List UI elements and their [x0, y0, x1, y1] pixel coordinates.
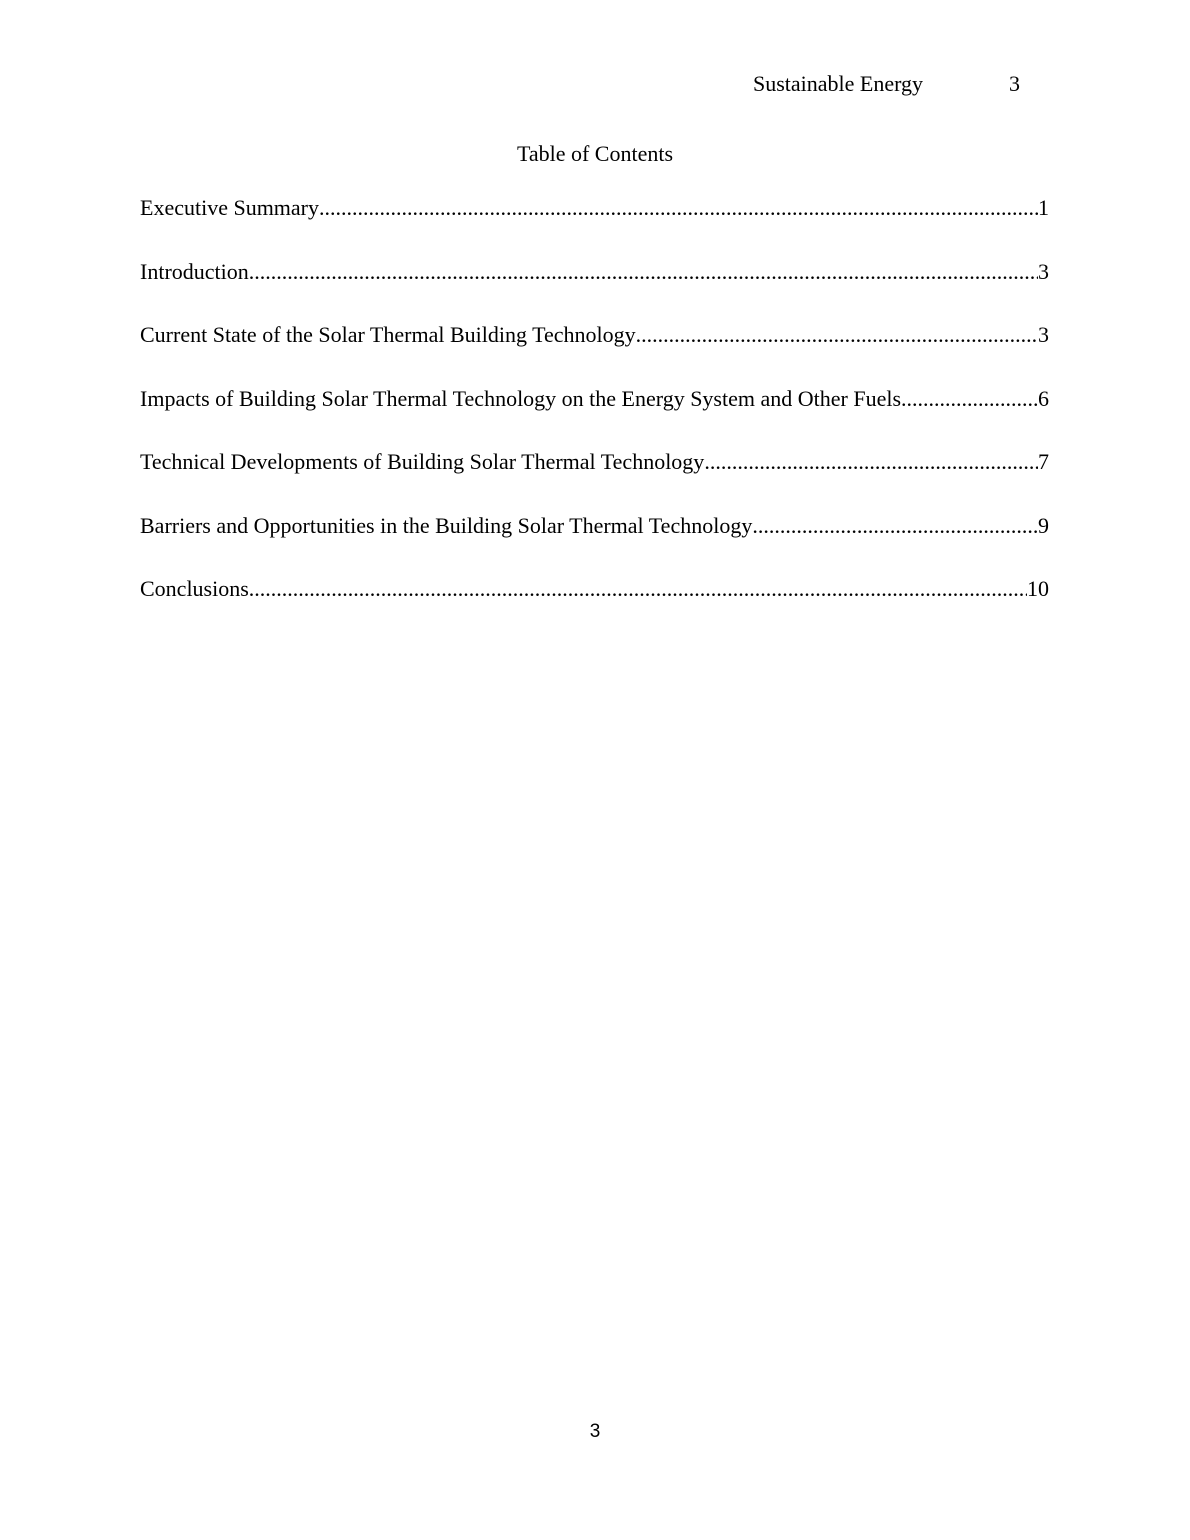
toc-entry-executive-summary[interactable] [140, 194, 1049, 258]
toc-entry-page: 6 [1038, 385, 1049, 411]
toc-entry-conclusions[interactable] [140, 575, 1049, 639]
toc-dot-leader [319, 194, 1038, 222]
toc-dot-leader [704, 448, 1038, 476]
toc-entry-title: Executive Summary [140, 195, 320, 220]
toc-entry-introduction[interactable] [140, 258, 1049, 322]
toc-entry-current-state[interactable] [140, 321, 1049, 385]
toc-entry-technical-developments[interactable] [140, 448, 1049, 512]
running-header-page-number: 3 [1009, 71, 1020, 96]
toc-entry-page: 3 [1038, 258, 1049, 284]
toc-heading: Table of Contents [516, 141, 674, 166]
toc-entry-title: Impacts of Building Solar Thermal Technology on the Energy System and Other Fuels [140, 385, 902, 411]
toc-entry-barriers-opportunities[interactable] [140, 512, 1049, 576]
footer-page-number: 3 [589, 1421, 601, 1442]
toc-dot-leader [752, 512, 1038, 540]
toc-entry-page: 7 [1038, 449, 1049, 474]
toc-dot-leader [249, 575, 1027, 603]
toc-entry-page: 10 [1027, 576, 1049, 601]
toc-entry-title: Conclusions [140, 576, 249, 601]
toc-dot-leader [901, 385, 1038, 413]
toc-entry-page: 3 [1038, 322, 1049, 347]
toc-entry-impacts[interactable] [140, 385, 1049, 449]
running-header-title: Sustainable Energy [753, 71, 924, 96]
toc-list [140, 194, 1049, 639]
toc-entry-page: 1 [1038, 195, 1049, 220]
toc-entry-title: Barriers and Opportunities in the Building Solar Thermal Technology [140, 512, 753, 538]
toc-entry-title: Current State of the Solar Thermal Building Technology [140, 322, 636, 347]
toc-dot-leader [636, 321, 1038, 349]
toc-entry-page: 9 [1038, 512, 1049, 538]
toc-dot-leader [249, 258, 1038, 286]
toc-entry-title: Technical Developments of Building Solar Thermal Technology [140, 449, 705, 474]
toc-entry-title: Introduction [140, 258, 249, 284]
